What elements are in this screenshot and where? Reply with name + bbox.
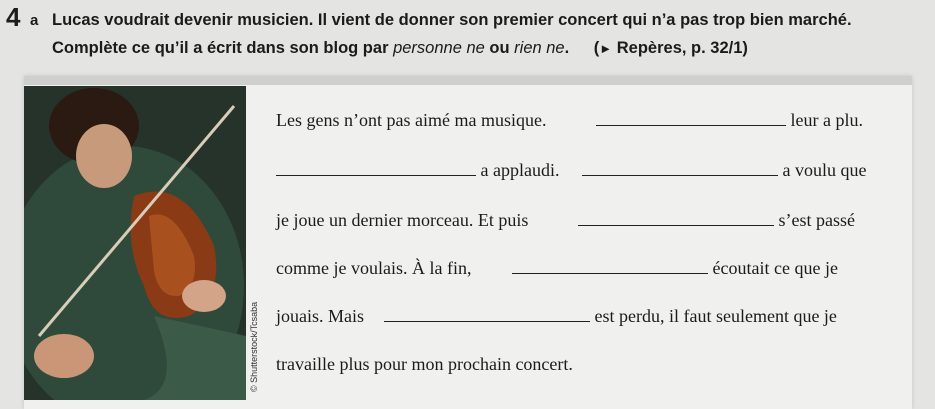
violinist-illustration [24,86,246,400]
photo-credit [249,380,349,392]
play-arrow-icon: ► [599,41,613,56]
reference-open-paren: ( [593,39,600,57]
answer-blank-1[interactable] [596,109,786,126]
reference-link[interactable] [594,39,748,57]
text-segment: leur a plu. [790,110,863,130]
text-segment: a applaudi. [480,160,560,180]
answer-blank-4[interactable] [578,209,774,226]
instruction-line-2 [52,39,748,58]
instruction-period: . [564,39,570,57]
option-personne-ne: personne ne [393,39,485,57]
text-segment: s’est passé [778,210,855,230]
text-line-1 [276,108,863,132]
text-line-4 [276,256,838,280]
instruction-text: Complète ce qu’il a écrit dans son blog par [52,39,394,57]
text-line-2 [276,158,867,182]
exercise-number: 4 [6,2,21,32]
reference-text: Repères, p. 32/1) [616,39,748,57]
option-rien-ne: rien ne [514,39,565,57]
text-segment: écoutait ce que je [712,258,838,278]
text-segment: comme je voulais. À la fin, [276,258,472,278]
answer-blank-5[interactable] [512,257,708,274]
instruction-or: ou [484,39,515,57]
text-segment: jouais. Mais [276,306,364,326]
exercise-letter: a [30,12,39,29]
text-segment: est perdu, il faut seulement que je [594,306,837,326]
text-segment: je joue un dernier morceau. Et puis [276,210,529,230]
text-segment: travaille plus pour mon prochain concert. [276,354,573,374]
text-segment: a voulu que [782,160,867,180]
answer-blank-2[interactable] [276,159,476,176]
text-line-5 [276,304,837,328]
answer-blank-6[interactable] [384,305,590,322]
answer-blank-3[interactable] [582,159,778,176]
violinist-photo [24,86,246,400]
instruction-line-1: Lucas voudrait devenir musicien. Il vient de donner son premier concert qui n’a pas trop bien marché. [52,11,852,29]
text-line-6 [276,352,573,376]
text-line-3 [276,208,855,232]
text-segment: Les gens n’ont pas aimé ma musique. [276,110,547,130]
